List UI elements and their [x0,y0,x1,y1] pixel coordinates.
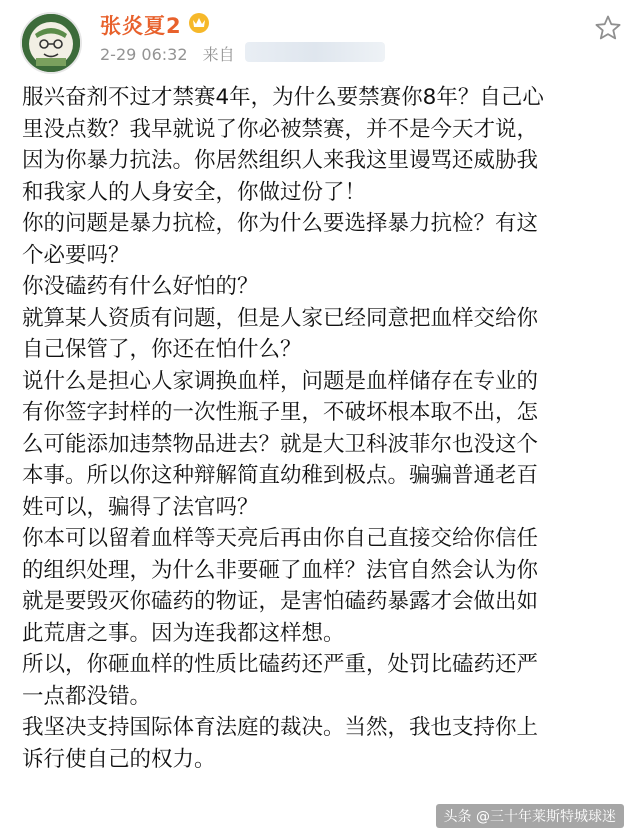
post-source-redacted [245,42,385,62]
post-time: 2-29 06:32 [100,45,188,64]
post-line: 就算某人资质有问题，但是人家已经同意把血样交给你 [22,305,539,331]
post-line: 因为你暴力抗法。你居然组织人来我这里谩骂还威胁我 [22,148,539,173]
post-meta [100,42,245,65]
avatar-icon [22,14,80,72]
post-line: 里没点数？我早就说了你必被禁赛，并不是今天才说， [22,116,539,142]
post-header [0,0,640,80]
post-body [22,82,622,775]
post-line: 和我家人的人身安全，你做过份了！ [22,179,367,205]
post-line: 一点都没错。 [22,683,152,709]
post-line: 此荒唐之事。因为连我都这样想。 [22,620,345,646]
post-line: 你本可以留着血样等天亮后再由你自己直接交给你信任 [22,526,539,551]
post-source-label: 来自 [202,45,235,64]
post-line: 本事。所以你这种辩解简直幼稚到极点。骗骗普通老百 [22,463,539,488]
post-line: 我坚决支持国际体育法庭的裁决。当然，我也支持你上 [22,715,539,740]
username[interactable]: 张炎夏2 [100,14,182,38]
post-line: 服兴奋剂不过才禁赛4年，为什么要禁赛你8年？自己心 [22,85,544,110]
watermark: 头条 @三十年莱斯特城球迷 [436,804,624,828]
star-icon[interactable] [594,14,622,42]
post-line: 诉行使自己的权力。 [22,746,216,772]
post-line: 说什么是担心人家调换血样，问题是血样储存在专业的 [22,368,539,394]
post-line: 的组织处理，为什么非要砸了血样？法官自然会认为你 [22,557,539,583]
post-line: 所以，你砸血样的性质比磕药还严重，处罚比磕药还严 [22,652,539,677]
post-line: 就是要毁灭你磕药的物证，是害怕磕药暴露才会做出如 [22,589,539,614]
post-line: 个必要吗？ [22,242,130,268]
avatar[interactable] [20,12,82,74]
post-line: 你没磕药有什么好怕的？ [22,274,259,299]
post-line: 你的问题是暴力抗检，你为什么要选择暴力抗检？有这 [22,211,539,236]
post-line: 有你签字封样的一次性瓶子里，不破坏根本取不出，怎 [22,400,539,425]
post-line: 么可能添加违禁物品进去？就是大卫科波菲尔也没这个 [22,431,539,457]
post-line: 自己保管了，你还在怕什么？ [22,337,302,362]
vip-badge-icon [188,12,210,34]
post-line: 姓可以，骗得了法官吗？ [22,494,259,520]
